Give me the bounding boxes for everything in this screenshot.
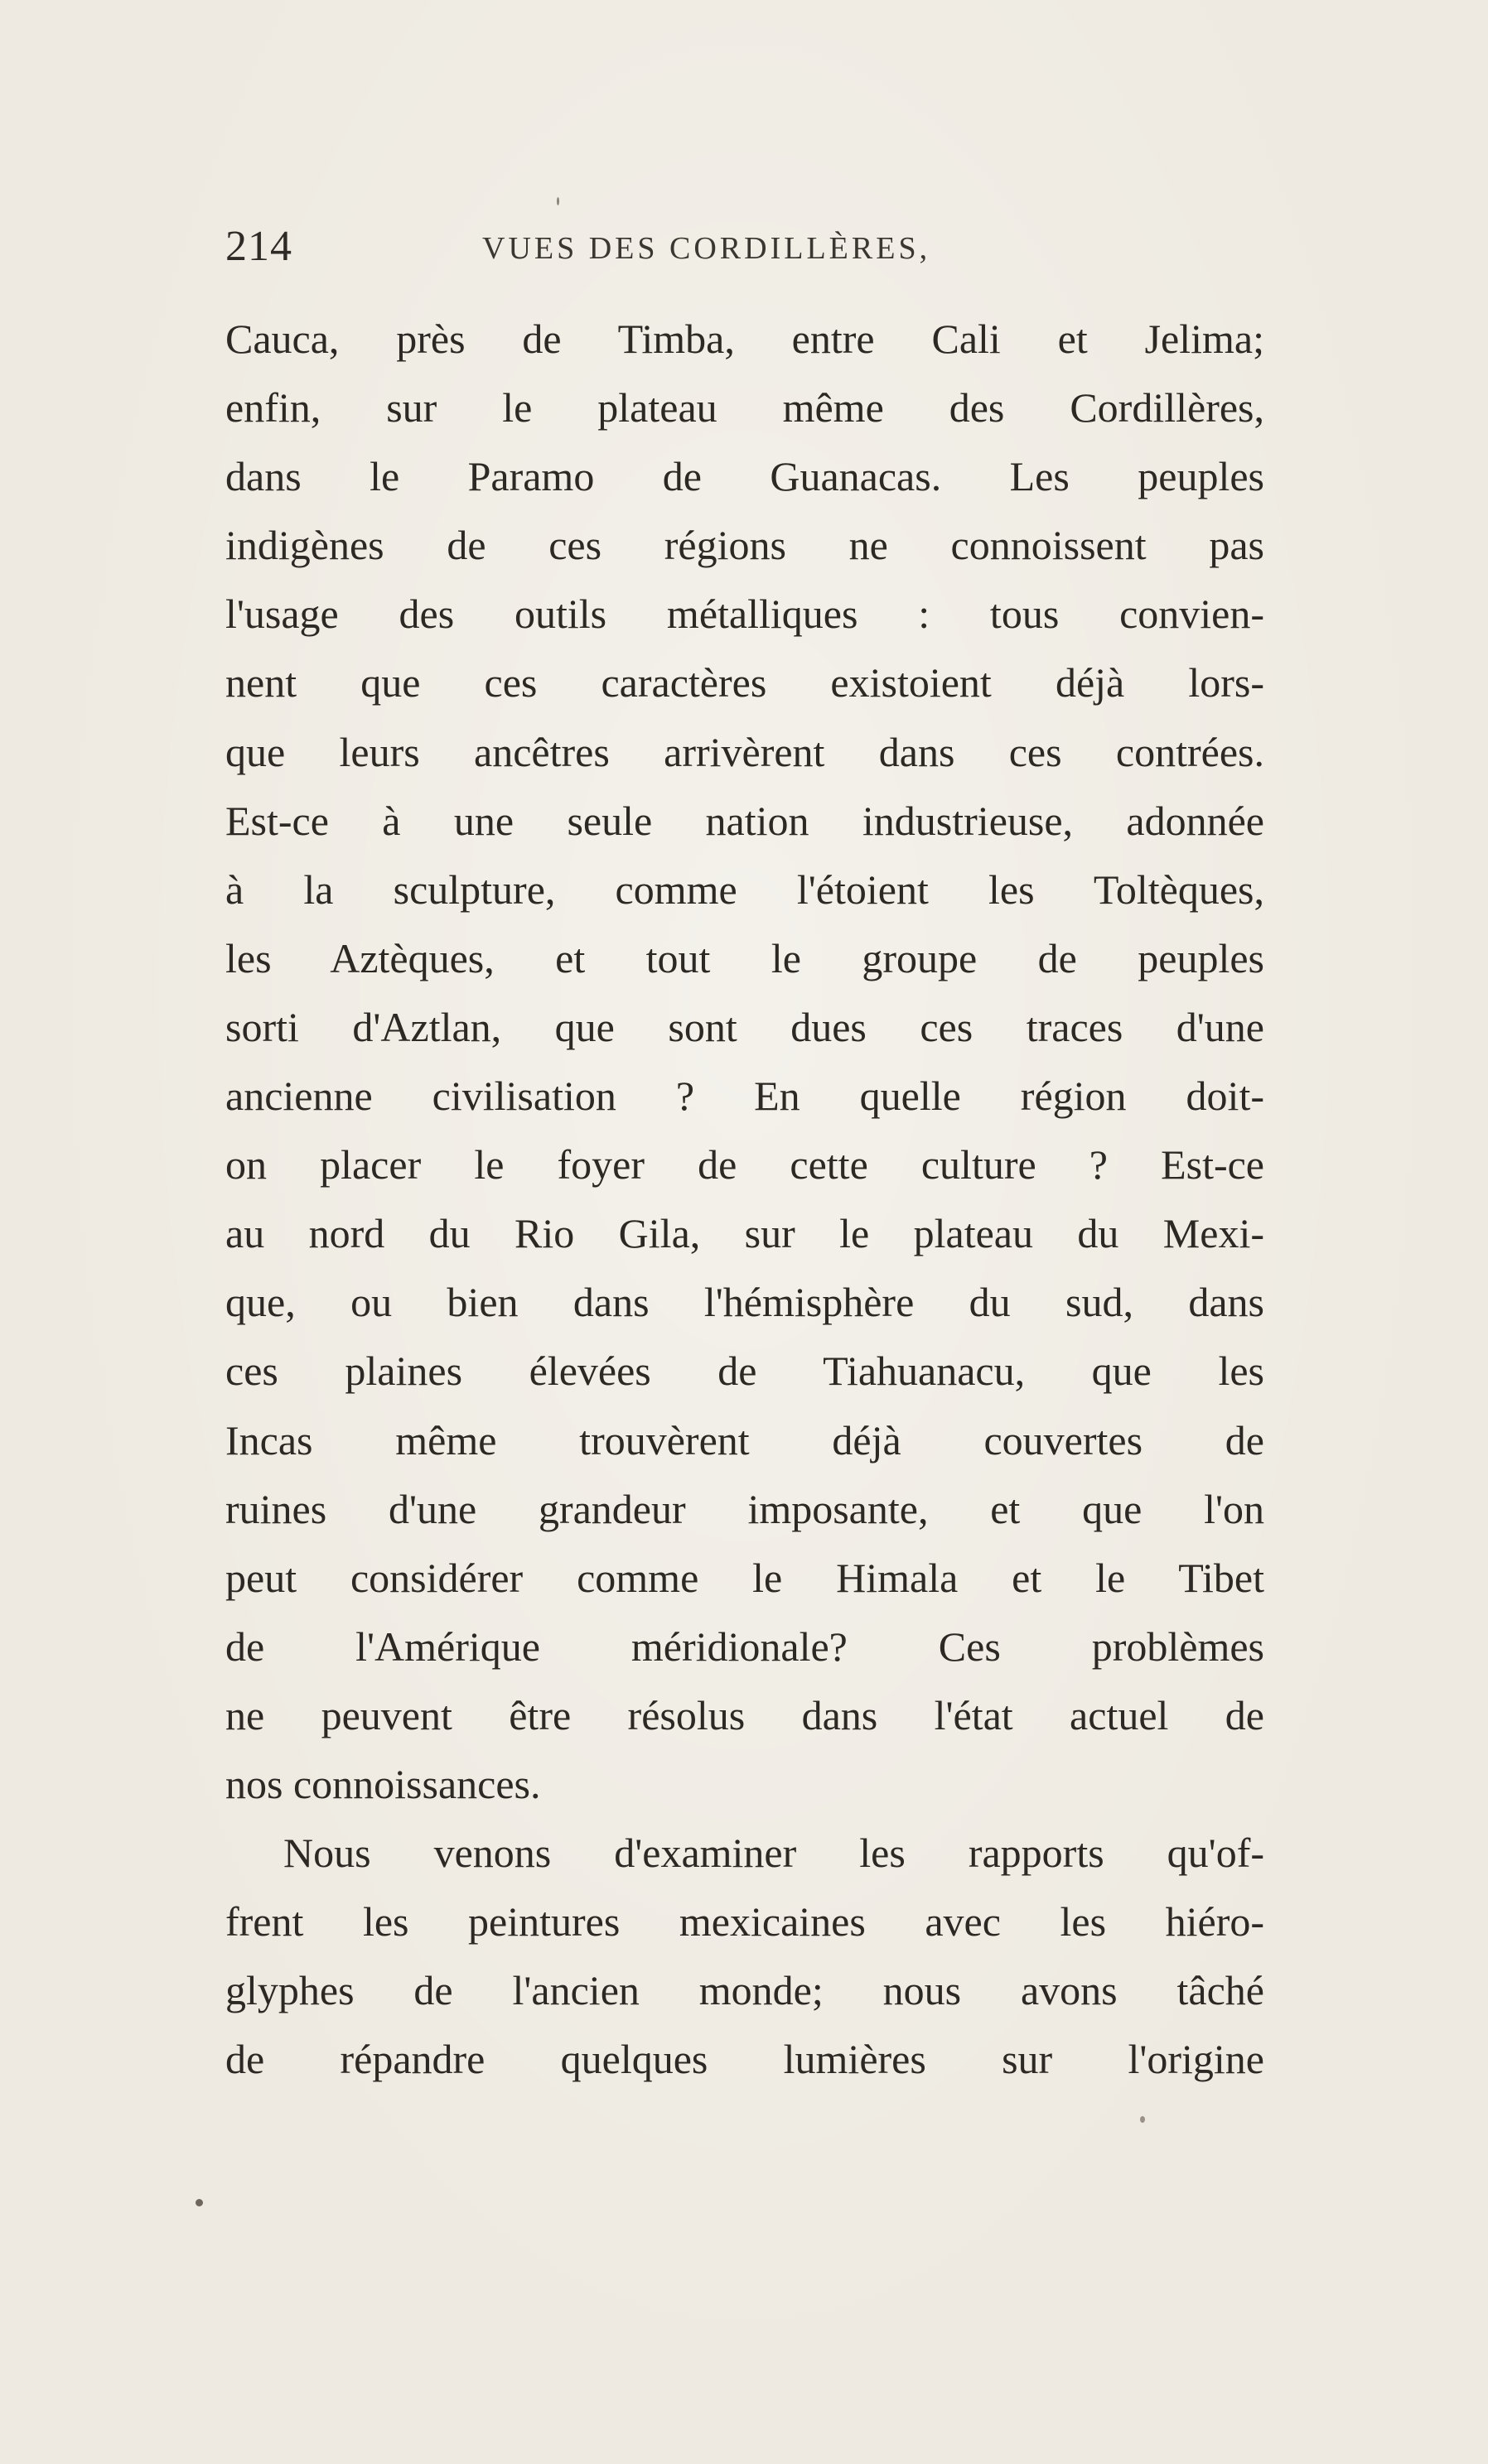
text-line: enfin, sur le plateau même des Cordillères, bbox=[225, 384, 1264, 432]
text-line: dans le Paramo de Guanacas. Les peuples bbox=[225, 453, 1264, 500]
text-line: que leurs ancêtres arrivèrent dans ces contrées. bbox=[225, 728, 1264, 775]
text-line: indigènes de ces régions ne connoissent pas bbox=[225, 522, 1264, 569]
paper-speck bbox=[557, 197, 559, 205]
paragraph-1 bbox=[225, 305, 1264, 1819]
text-line: de répandre quelques lumières sur l'origine bbox=[225, 2036, 1264, 2083]
page-header bbox=[225, 222, 1261, 288]
text-line: que, ou bien dans l'hémisphère du sud, dans bbox=[225, 1279, 1264, 1326]
text-line: l'usage des outils métalliques : tous convien- bbox=[225, 591, 1264, 638]
text-line: glyphes de l'ancien monde; nous avons tâché bbox=[225, 1967, 1264, 2014]
paper-speck bbox=[196, 2199, 203, 2206]
text-line: nos connoissances. bbox=[225, 1760, 541, 1807]
text-line: au nord du Rio Gila, sur le plateau du Mexi- bbox=[225, 1210, 1264, 1257]
text-line: ruines d'une grandeur imposante, et que l'on bbox=[225, 1485, 1264, 1532]
text-line: sorti d'Aztlan, que sont dues ces traces d'une bbox=[225, 1003, 1264, 1050]
text-line: Est-ce à une seule nation industrieuse, adonnée bbox=[225, 797, 1264, 844]
text-line: nent que ces caractères existoient déjà lors- bbox=[225, 659, 1264, 706]
text-line: ne peuvent être résolus dans l'état actuel de bbox=[225, 1691, 1264, 1738]
text-line: Incas même trouvèrent déjà couvertes de bbox=[225, 1416, 1264, 1463]
paper-speck bbox=[1140, 2116, 1145, 2123]
text-line: les Aztèques, et tout le groupe de peuples bbox=[225, 934, 1264, 981]
text-line: peut considérer comme le Himala et le Tibet bbox=[225, 1554, 1264, 1601]
running-head: VUES DES CORDILLÈRES, bbox=[482, 231, 931, 266]
page-number: 214 bbox=[225, 223, 292, 270]
text-line: Cauca, près de Timba, entre Cali et Jelima; bbox=[225, 316, 1264, 362]
text-line: Nous venons d'examiner les rapports qu'of- bbox=[283, 1830, 1264, 1877]
paragraph-2 bbox=[225, 1819, 1264, 2094]
text-line: frent les peintures mexicaines avec les hiéro- bbox=[225, 1898, 1264, 1946]
body-text bbox=[225, 305, 1264, 2094]
text-line: ancienne civilisation ? En quelle région doit- bbox=[225, 1073, 1264, 1120]
text-line: de l'Amérique méridionale? Ces problèmes bbox=[225, 1623, 1264, 1670]
text-line: à la sculpture, comme l'étoient les Toltèques, bbox=[225, 866, 1264, 913]
text-line: ces plaines élevées de Tiahuanacu, que les bbox=[225, 1348, 1264, 1395]
text-line: on placer le foyer de cette culture ? Est-ce bbox=[225, 1141, 1264, 1189]
